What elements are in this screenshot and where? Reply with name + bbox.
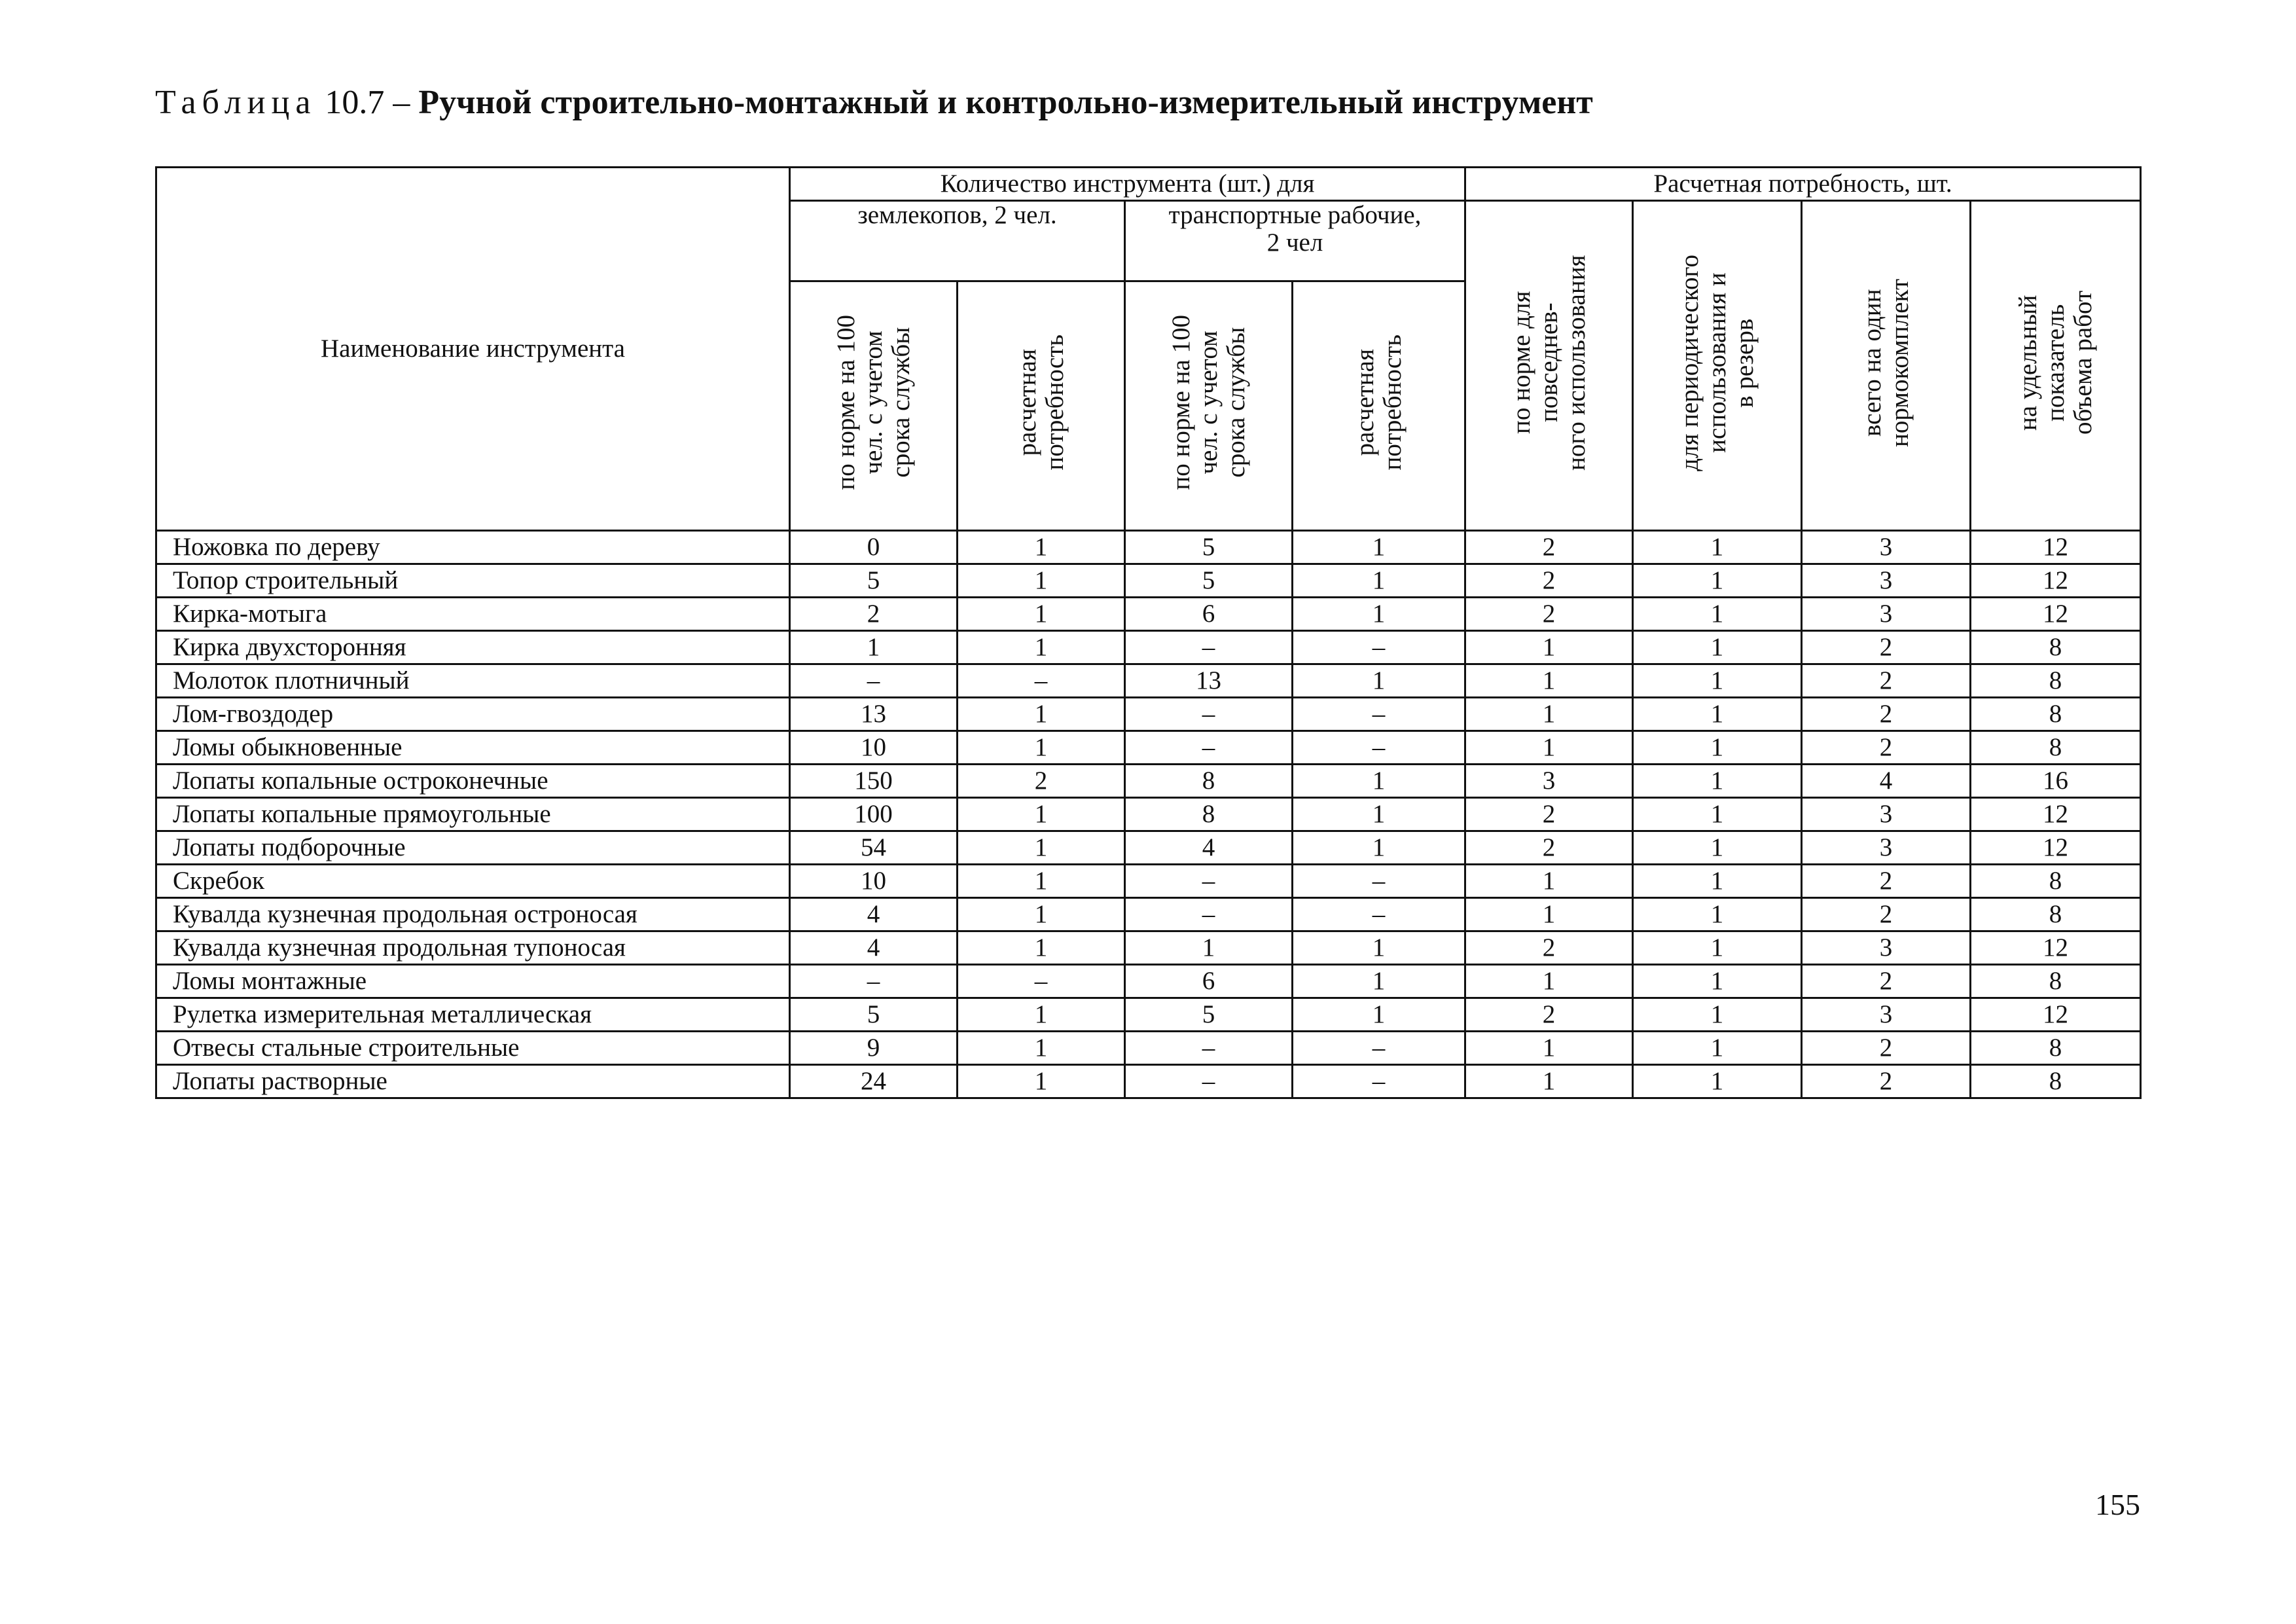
value-cell: 2: [1802, 1032, 1971, 1065]
value-cell: 1: [958, 1065, 1125, 1098]
table-row: [156, 865, 2141, 898]
value-cell: 2: [1465, 831, 1633, 865]
table-row: [156, 765, 2141, 798]
value-cell: 2: [1465, 798, 1633, 831]
instrument-name: Кувалда кузнечная продольная тупоносая: [156, 931, 790, 965]
header-daily-use-cell: [1465, 201, 1633, 531]
value-cell: 12: [1971, 998, 2141, 1032]
value-cell: 4: [1802, 765, 1971, 798]
value-cell: –: [958, 664, 1125, 698]
value-cell: 1: [1633, 564, 1802, 598]
value-cell: 1: [958, 564, 1125, 598]
value-cell: 1: [1633, 698, 1802, 731]
value-cell: 2: [1465, 598, 1633, 631]
value-cell: 2: [1802, 731, 1971, 765]
value-cell: 1: [958, 731, 1125, 765]
value-cell: 2: [1465, 531, 1633, 564]
value-cell: 8: [1971, 898, 2141, 931]
table-row: [156, 898, 2141, 931]
header-periodic-cell: [1633, 201, 1802, 531]
value-cell: –: [790, 965, 958, 998]
value-cell: 4: [790, 898, 958, 931]
value-cell: 8: [1125, 798, 1293, 831]
instrument-name: Ломы обыкновенные: [156, 731, 790, 765]
value-cell: –: [1293, 865, 1465, 898]
value-cell: 5: [1125, 564, 1293, 598]
value-cell: 1: [958, 1032, 1125, 1065]
value-cell: 24: [790, 1065, 958, 1098]
header-name: Наименование инструмента: [156, 168, 790, 531]
value-cell: 1: [1633, 1032, 1802, 1065]
table-row: [156, 731, 2141, 765]
header-diggers-norm: по норме на 100 чел. с учетом срока службы: [831, 315, 915, 490]
header-group-need: Расчетная потребность, шт.: [1465, 168, 2141, 201]
value-cell: –: [1125, 865, 1293, 898]
instrument-name: Лопаты подборочные: [156, 831, 790, 865]
value-cell: 2: [1802, 631, 1971, 664]
value-cell: 1: [1633, 831, 1802, 865]
value-cell: –: [1293, 1032, 1465, 1065]
value-cell: 1: [1465, 1065, 1633, 1098]
instrument-name: Лом-гвоздодер: [156, 698, 790, 731]
instrument-name: Кирка двухсторонняя: [156, 631, 790, 664]
value-cell: 1: [1293, 965, 1465, 998]
value-cell: 2: [1802, 865, 1971, 898]
table-body: [156, 531, 2141, 1098]
value-cell: 1: [1293, 531, 1465, 564]
value-cell: 3: [1802, 831, 1971, 865]
value-cell: 1: [1633, 531, 1802, 564]
value-cell: 16: [1971, 765, 2141, 798]
value-cell: 12: [1971, 531, 2141, 564]
value-cell: 12: [1971, 831, 2141, 865]
value-cell: 5: [790, 564, 958, 598]
header-diggers-calc: расчетная потребность: [1013, 334, 1069, 471]
value-cell: 8: [1125, 765, 1293, 798]
value-cell: 2: [1465, 998, 1633, 1032]
value-cell: 3: [1802, 931, 1971, 965]
value-cell: 8: [1971, 731, 2141, 765]
table-row: [156, 664, 2141, 698]
value-cell: 13: [790, 698, 958, 731]
value-cell: 1: [1293, 798, 1465, 831]
value-cell: –: [1293, 731, 1465, 765]
value-cell: 10: [790, 731, 958, 765]
instrument-name: Лопаты растворные: [156, 1065, 790, 1098]
value-cell: 1: [1293, 598, 1465, 631]
value-cell: 1: [1465, 898, 1633, 931]
value-cell: 1: [1293, 664, 1465, 698]
value-cell: –: [790, 664, 958, 698]
table-row: [156, 1032, 2141, 1065]
value-cell: 54: [790, 831, 958, 865]
value-cell: 4: [1125, 831, 1293, 865]
header-diggers-norm-cell: [790, 281, 958, 531]
value-cell: 1: [1633, 998, 1802, 1032]
instrument-name: Молоток плотничный: [156, 664, 790, 698]
value-cell: 5: [790, 998, 958, 1032]
value-cell: 1: [1633, 598, 1802, 631]
value-cell: 8: [1971, 631, 2141, 664]
value-cell: –: [1293, 631, 1465, 664]
value-cell: 5: [1125, 998, 1293, 1032]
value-cell: 6: [1125, 965, 1293, 998]
page-number: 155: [2095, 1488, 2140, 1521]
value-cell: 1: [1293, 831, 1465, 865]
value-cell: 1: [1633, 664, 1802, 698]
value-cell: –: [1293, 1065, 1465, 1098]
value-cell: 1: [958, 898, 1125, 931]
value-cell: 1: [958, 865, 1125, 898]
value-cell: 2: [1802, 965, 1971, 998]
table-row: [156, 564, 2141, 598]
header-diggers: землекопов, 2 чел.: [790, 201, 1125, 281]
header-periodic: для периодического использования и в резерв: [1675, 254, 1759, 471]
value-cell: 8: [1971, 698, 2141, 731]
value-cell: –: [1125, 731, 1293, 765]
value-cell: 1: [1465, 698, 1633, 731]
instrument-name: Скребок: [156, 865, 790, 898]
table-row: [156, 698, 2141, 731]
value-cell: 1: [958, 531, 1125, 564]
value-cell: 8: [1971, 1065, 2141, 1098]
instrument-name: Кувалда кузнечная продольная остроносая: [156, 898, 790, 931]
value-cell: –: [1125, 898, 1293, 931]
value-cell: 1: [958, 798, 1125, 831]
header-specific-cell: [1971, 201, 2141, 531]
value-cell: –: [1125, 1065, 1293, 1098]
table-row: [156, 598, 2141, 631]
value-cell: 3: [1802, 998, 1971, 1032]
value-cell: 2: [1802, 664, 1971, 698]
value-cell: 2: [790, 598, 958, 631]
value-cell: 150: [790, 765, 958, 798]
table-row: [156, 965, 2141, 998]
value-cell: 100: [790, 798, 958, 831]
value-cell: 3: [1802, 531, 1971, 564]
value-cell: 1: [1633, 865, 1802, 898]
value-cell: 8: [1971, 965, 2141, 998]
instrument-name: Рулетка измерительная металлическая: [156, 998, 790, 1032]
value-cell: 1: [1293, 931, 1465, 965]
instrument-name: Топор строительный: [156, 564, 790, 598]
value-cell: 2: [1802, 698, 1971, 731]
value-cell: 8: [1971, 865, 2141, 898]
value-cell: 6: [1125, 598, 1293, 631]
value-cell: 1: [1125, 931, 1293, 965]
header-group-qty: Количество инструмента (шт.) для: [790, 168, 1465, 201]
value-cell: 9: [790, 1032, 958, 1065]
header-transport-calc-cell: [1293, 281, 1465, 531]
header-transport-calc: расчетная потребность: [1350, 334, 1407, 471]
value-cell: 1: [958, 631, 1125, 664]
value-cell: 1: [1633, 965, 1802, 998]
instrument-name: Ножовка по дереву: [156, 531, 790, 564]
value-cell: 1: [958, 598, 1125, 631]
header-daily-use: по норме для повседнев- ного использования: [1507, 255, 1590, 471]
value-cell: 1: [958, 698, 1125, 731]
value-cell: 8: [1971, 664, 2141, 698]
value-cell: 1: [958, 998, 1125, 1032]
value-cell: 1: [1465, 631, 1633, 664]
value-cell: 1: [1465, 865, 1633, 898]
value-cell: 1: [1633, 765, 1802, 798]
value-cell: 1: [790, 631, 958, 664]
table-row: [156, 531, 2141, 564]
value-cell: 3: [1802, 798, 1971, 831]
value-cell: 2: [1465, 564, 1633, 598]
value-cell: 10: [790, 865, 958, 898]
value-cell: 1: [958, 931, 1125, 965]
value-cell: –: [1293, 898, 1465, 931]
table-row: [156, 631, 2141, 664]
value-cell: 8: [1971, 1032, 2141, 1065]
header-diggers-calc-cell: [958, 281, 1125, 531]
header-specific: на удельный показатель объема работ: [2013, 291, 2097, 435]
value-cell: 1: [1465, 1032, 1633, 1065]
header-transport-norm-cell: [1125, 281, 1293, 531]
value-cell: 4: [790, 931, 958, 965]
instrument-name: Отвесы стальные строительные: [156, 1032, 790, 1065]
value-cell: 1: [1633, 798, 1802, 831]
header-total-set-cell: [1802, 201, 1971, 531]
value-cell: 12: [1971, 598, 2141, 631]
header-transport-norm: по норме на 100 чел. с учетом срока службы: [1166, 315, 1250, 490]
value-cell: 1: [1465, 731, 1633, 765]
value-cell: 5: [1125, 531, 1293, 564]
value-cell: 2: [958, 765, 1125, 798]
value-cell: 2: [1465, 931, 1633, 965]
value-cell: 12: [1971, 564, 2141, 598]
value-cell: 0: [790, 531, 958, 564]
header-transport: транспортные рабочие, 2 чел: [1125, 201, 1465, 281]
table-row: [156, 998, 2141, 1032]
value-cell: 3: [1802, 564, 1971, 598]
value-cell: –: [1293, 698, 1465, 731]
value-cell: 12: [1971, 931, 2141, 965]
instrument-name: Кирка-мотыга: [156, 598, 790, 631]
value-cell: 2: [1802, 898, 1971, 931]
table-caption: [155, 80, 1593, 126]
table-row: [156, 831, 2141, 865]
value-cell: 3: [1802, 598, 1971, 631]
value-cell: 12: [1971, 798, 2141, 831]
value-cell: 1: [1465, 965, 1633, 998]
value-cell: 1: [958, 831, 1125, 865]
value-cell: –: [1125, 698, 1293, 731]
value-cell: 1: [1293, 998, 1465, 1032]
caption-label: Таблица: [155, 84, 317, 121]
value-cell: 2: [1802, 1065, 1971, 1098]
value-cell: –: [1125, 631, 1293, 664]
value-cell: 1: [1633, 1065, 1802, 1098]
value-cell: 1: [1633, 931, 1802, 965]
value-cell: –: [958, 965, 1125, 998]
caption-title: Ручной строительно-монтажный и контрольно-измерительный инструмент: [418, 84, 1593, 121]
value-cell: 3: [1465, 765, 1633, 798]
instrument-table: [155, 166, 2142, 1099]
value-cell: 1: [1633, 631, 1802, 664]
instrument-name: Ломы монтажные: [156, 965, 790, 998]
value-cell: –: [1125, 1032, 1293, 1065]
table-row: [156, 1065, 2141, 1098]
value-cell: 13: [1125, 664, 1293, 698]
caption-number: 10.7 –: [325, 84, 410, 121]
value-cell: 1: [1293, 564, 1465, 598]
value-cell: 1: [1293, 765, 1465, 798]
table-row: [156, 931, 2141, 965]
value-cell: 1: [1633, 731, 1802, 765]
value-cell: 1: [1465, 664, 1633, 698]
table-row: [156, 798, 2141, 831]
instrument-name: Лопаты копальные остроконечные: [156, 765, 790, 798]
value-cell: 1: [1633, 898, 1802, 931]
header-total-set: всего на один нормокомплект: [1857, 278, 1914, 447]
instrument-name: Лопаты копальные прямоугольные: [156, 798, 790, 831]
